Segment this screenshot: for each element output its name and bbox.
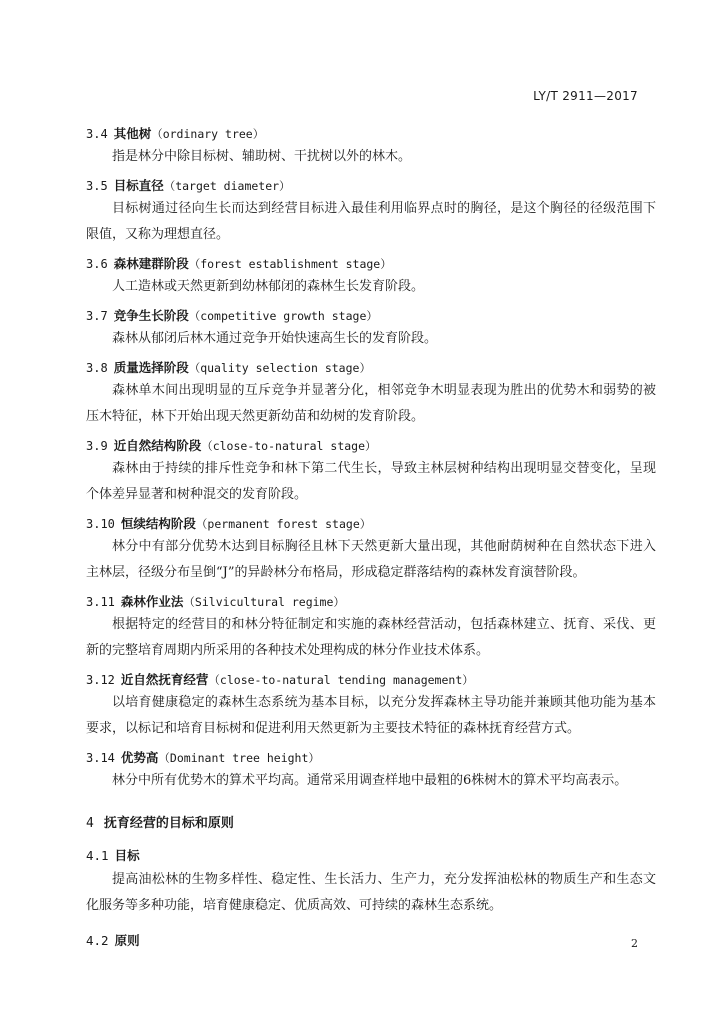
section-number: 4 [86, 816, 94, 831]
term-definition: 林分中所有优势木的算术平均高。通常采用调查样地中最粗的6株树木的算术平均高表示。 [112, 773, 628, 788]
term-name: 近自然抚育经营 [120, 672, 209, 687]
section-heading [86, 814, 656, 834]
term-heading [86, 307, 656, 325]
term-entry [86, 749, 656, 794]
term-number: 3.10 [86, 517, 115, 531]
term-heading [86, 177, 656, 195]
term-english: （competitive growth stage） [188, 309, 378, 323]
term-name: 目标直径 [113, 178, 164, 193]
term-entry [86, 671, 656, 742]
term-number: 3.7 [86, 309, 108, 323]
term-entry [86, 177, 656, 248]
term-name: 质量选择阶段 [113, 360, 189, 375]
term-definition: 以培育健康稳定的森林生态系统为基本目标，以充分发挥森林主导功能并兼顾其他功能为基本要求，以标记和培育目标树和促进利用天然更新为主要技术特征的森林抚育经营方式。 [86, 695, 656, 736]
term-entry [86, 593, 656, 664]
term-english: （quality selection stage） [188, 361, 371, 375]
term-english: （Silvicultural regime） [183, 595, 345, 609]
term-english: （Dominant tree height） [158, 751, 320, 765]
term-english: （forest establishment stage） [188, 257, 392, 271]
term-heading [86, 125, 656, 143]
term-name: 近自然结构阶段 [113, 438, 202, 453]
term-name: 森林建群阶段 [113, 256, 189, 271]
term-english: （target diameter） [163, 179, 291, 193]
standard-code: LY/T 2911—2017 [533, 89, 638, 103]
subsection-number: 4.2 [86, 933, 109, 948]
term-definition: 根据特定的经营目的和林分特征制定和实施的森林经营活动，包括森林建立、抚育、采伐、更新的完整培育周期内所采用的各种技术处理构成的林分作业技术体系。 [86, 617, 656, 658]
term-entry [86, 255, 656, 300]
term-entry [86, 515, 656, 586]
term-number: 3.12 [86, 673, 115, 687]
subsection-heading [86, 931, 656, 951]
section-title: 抚育经营的目标和原则 [103, 816, 234, 831]
term-name: 森林作业法 [120, 594, 184, 609]
term-number: 3.9 [86, 439, 108, 453]
term-name: 其他树 [113, 126, 152, 141]
term-name: 竞争生长阶段 [113, 308, 189, 323]
term-heading [86, 359, 656, 377]
term-heading [86, 593, 656, 611]
term-number: 3.6 [86, 257, 108, 271]
term-english: （permanent forest stage） [195, 517, 372, 531]
term-heading [86, 749, 656, 767]
page-number: 2 [631, 937, 638, 950]
term-definition: 目标树通过径向生长而达到经营目标进入最佳利用临界点时的胸径，是这个胸径的径级范围下限值，又称为理想直径。 [86, 201, 656, 242]
term-heading [86, 255, 656, 273]
term-entry [86, 359, 656, 430]
term-entry [86, 437, 656, 508]
term-definition: 森林从郁闭后林木通过竞争开始快速高生长的发育阶段。 [112, 331, 438, 346]
document-body [86, 118, 656, 951]
term-name: 恒续结构阶段 [120, 516, 196, 531]
term-number: 3.14 [86, 751, 115, 765]
term-number: 3.11 [86, 595, 115, 609]
term-definition: 指是林分中除目标树、辅助树、干扰树以外的林木。 [112, 149, 412, 164]
term-definition: 人工造林或天然更新到幼林郁闭的森林生长发育阶段。 [112, 279, 425, 294]
term-english: （ordinary tree） [151, 127, 265, 141]
term-definition: 林分中有部分优势木达到目标胸径且林下天然更新大量出现，其他耐荫树种在自然状态下进入主林层，径级分布呈倒“J”的异龄林分布格局，形成稳定群落结构的森林发育演替阶段。 [86, 539, 656, 580]
subsection-text: 提高油松林的生物多样性、稳定性、生长活力、生产力，充分发挥油松林的物质生产和生态文化服务等多种功能，培育健康稳定、优质高效、可持续的森林生态系统。 [86, 872, 656, 913]
term-heading [86, 671, 656, 689]
term-definition: 森林单木间出现明显的互斥竞争并显著分化，相邻竞争木明显表现为胜出的优势木和弱势的被压木特征，林下开始出现天然更新幼苗和幼树的发育阶段。 [86, 383, 656, 424]
subsection-number: 4.1 [86, 848, 109, 863]
term-heading [86, 515, 656, 533]
term-number: 3.5 [86, 179, 108, 193]
subsection-heading [86, 846, 656, 866]
subsection-title: 原则 [114, 933, 140, 948]
term-heading [86, 437, 656, 455]
term-definition: 森林由于持续的排斥性竞争和林下第二代生长，导致主林层树种结构出现明显交替变化，呈现个体差异显著和树种混交的发育阶段。 [86, 461, 656, 502]
term-name: 优势高 [120, 750, 159, 765]
term-number: 3.8 [86, 361, 108, 375]
term-english: （close-to-natural stage） [201, 439, 377, 453]
subsection-title: 目标 [114, 848, 140, 863]
term-number: 3.4 [86, 127, 108, 141]
term-english: （close-to-natural tending management） [208, 673, 474, 687]
term-entry [86, 125, 656, 170]
term-entry [86, 307, 656, 352]
